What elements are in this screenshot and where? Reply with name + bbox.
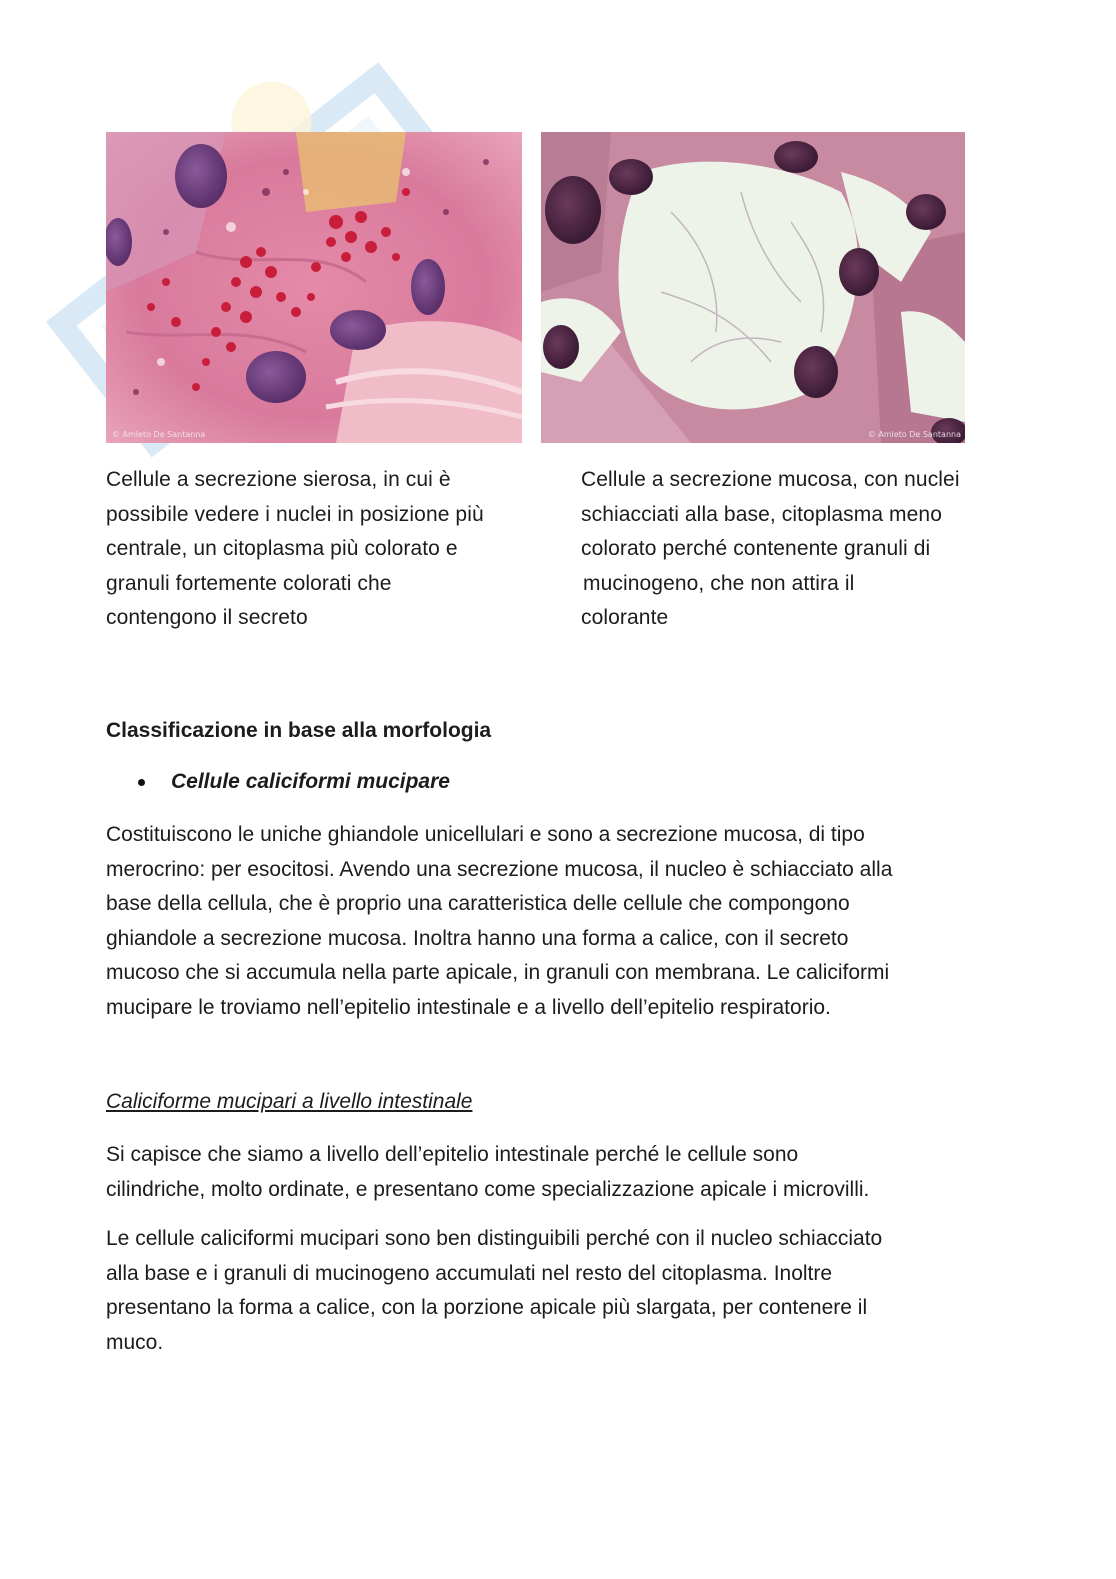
paragraph-line: Si capisce che siamo a livello dell’epitelio intestinale perché le cellule sono	[106, 1143, 799, 1166]
subsection-heading: Caliciforme mucipari a livello intestinale	[106, 1090, 473, 1113]
serous-cells-image	[106, 132, 522, 443]
paragraph-line: ghiandole a secrezione mucosa. Inoltra hanno una forma a calice, con il secreto	[106, 926, 849, 950]
paragraph-line: mucoso che si accumula nella parte apicale, in granuli con membrana. Le caliciformi	[106, 961, 890, 984]
caption-line: contengono il secreto	[106, 606, 308, 629]
paragraph-description	[106, 818, 1006, 1025]
bullet-dot-icon	[138, 779, 145, 786]
paragraph-line: alla base e i granuli di mucinogeno accumulati nel resto del citoplasma. Inoltre	[106, 1261, 833, 1285]
paragraph-line: Le cellule caliciformi mucipari sono ben distinguibili perché con il nucleo schiacciato	[106, 1227, 883, 1250]
paragraph-line: muco.	[106, 1330, 164, 1354]
image-credit: © Amleto De Santanna	[867, 430, 961, 439]
paragraph-intestinal	[106, 1138, 1006, 1207]
caption-mucous-cells	[581, 463, 1021, 636]
image-credit: © Amleto De Santanna	[112, 430, 206, 439]
mucous-cells-image	[541, 132, 965, 443]
bullet-label: Cellule caliciformi mucipare	[171, 770, 450, 793]
paragraph-line: base della cellula, che è proprio una caratteristica delle cellule che compongono	[106, 892, 850, 915]
caption-serous-cells	[106, 463, 546, 636]
paragraph-line: merocrino: per esocitosi. Avendo una secrezione mucosa, il nucleo è schiacciato alla	[106, 857, 893, 881]
caption-line: centrale, un citoplasma più colorato e	[106, 537, 458, 560]
caption-line: colorante	[581, 606, 669, 629]
serous-cells-micrograph	[106, 132, 522, 443]
paragraph-line: cilindriche, molto ordinate, e presentano come specializzazione apicale i microvilli.	[106, 1177, 870, 1201]
bullet-item	[138, 770, 450, 794]
caption-line: granuli fortemente colorati che	[106, 571, 392, 595]
paragraph-goblet-cells	[106, 1222, 1006, 1360]
caption-line: mucinogeno, che non attira il	[583, 571, 855, 595]
caption-line: possibile vedere i nuclei in posizione più	[106, 502, 484, 526]
section-heading: Classificazione in base alla morfologia	[106, 719, 492, 742]
paragraph-line: mucipare le troviamo nell’epitelio intestinale e a livello dell’epitelio respiratorio.	[106, 995, 831, 1019]
caption-line: colorato perché contenente granuli di	[581, 537, 931, 560]
caption-line: Cellule a secrezione mucosa, con nuclei	[581, 468, 960, 491]
paragraph-line: Costituiscono le uniche ghiandole unicellulari e sono a secrezione mucosa, di tipo	[106, 823, 865, 846]
caption-line: Cellule a secrezione sierosa, in cui è	[106, 468, 451, 491]
mucous-cells-micrograph	[541, 132, 965, 443]
paragraph-line: presentano la forma a calice, con la porzione apicale più slargata, per contenere il	[106, 1296, 868, 1319]
caption-line: schiacciati alla base, citoplasma meno	[581, 502, 942, 526]
